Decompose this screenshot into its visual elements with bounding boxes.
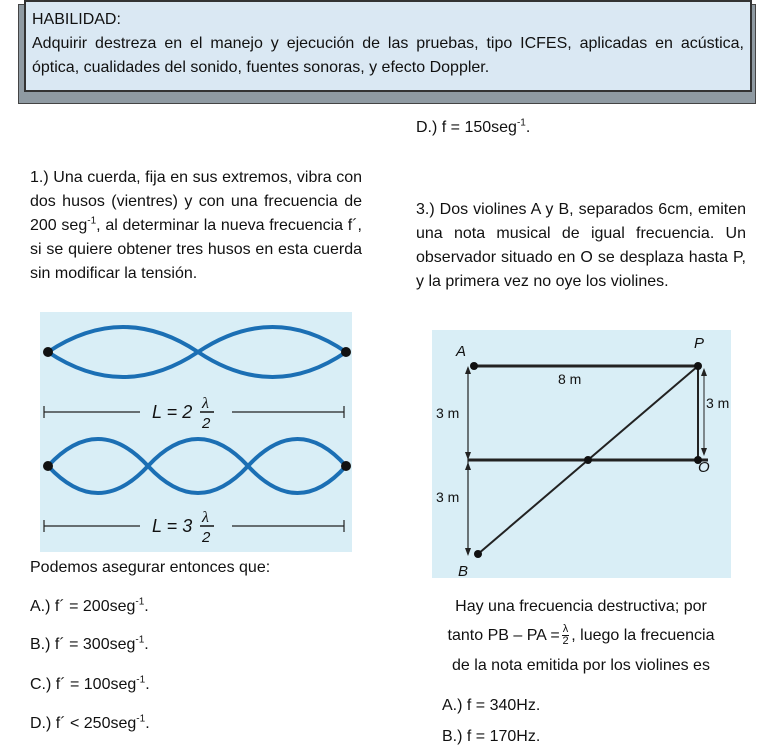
length-label-2-two: 2 bbox=[202, 529, 211, 546]
fraction-denominator: 2 bbox=[562, 635, 569, 648]
q1-option-a[interactable] bbox=[30, 595, 149, 619]
skill-header bbox=[24, 0, 752, 92]
length-label-2: L = 3 bbox=[152, 516, 193, 536]
q1-option-b-text: B.) f´ = 300seg bbox=[30, 636, 136, 653]
q1-option-a-exp: -1 bbox=[135, 596, 145, 608]
skill-label: HABILIDAD: bbox=[32, 11, 121, 28]
label-a: A bbox=[456, 343, 467, 360]
point-a bbox=[470, 362, 478, 370]
length-label-1: L = 2 bbox=[152, 402, 193, 422]
q1-option-c[interactable] bbox=[30, 673, 150, 697]
q3-explanation-post: , luego la frecuencia bbox=[571, 627, 715, 644]
q1-option-b-suffix: . bbox=[144, 636, 149, 653]
q3-explanation-line-1: Hay una frecuencia destructiva; por bbox=[455, 598, 707, 615]
label-p: P bbox=[694, 335, 705, 352]
skill-text: Adquirir destreza en el manejo y ejecución de las pruebas, tipo ICFES, aplicadas en acústica, óptica, cualidades del sonido, fuentes sonoras, y efecto Doppler. bbox=[32, 35, 744, 76]
q3-explanation-pre: tanto PB – PA = bbox=[447, 627, 560, 644]
q1-option-d-suffix: . bbox=[145, 715, 150, 732]
q1-option-d-exp: -1 bbox=[136, 713, 146, 725]
label-dist-right: 3 m bbox=[706, 395, 730, 411]
arrow-mid-up bbox=[465, 462, 471, 470]
point-intersection bbox=[584, 456, 592, 464]
point-b bbox=[474, 550, 482, 558]
label-dist-top: 8 m bbox=[558, 371, 582, 387]
label-o: O bbox=[698, 459, 710, 476]
q1-option-c-suffix: . bbox=[145, 676, 150, 693]
string-end-left-2 bbox=[43, 461, 53, 471]
q1-option-a-text: A.) f´ = 200seg bbox=[30, 598, 136, 615]
point-p bbox=[694, 362, 702, 370]
label-dist-left-upper: 3 m bbox=[436, 405, 460, 421]
q2-option-d bbox=[416, 116, 530, 140]
q1-option-c-text: C.) f´ = 100seg bbox=[30, 676, 137, 693]
lambda-over-two-fraction bbox=[562, 624, 570, 647]
wave-three-loops-lower bbox=[48, 439, 346, 493]
arrow-bottom-left bbox=[465, 548, 471, 556]
q1-option-b-exp: -1 bbox=[135, 634, 145, 646]
arrow-top-right bbox=[701, 368, 707, 376]
q3-statement: 3.) Dos violines A y B, separados 6cm, emiten una nota musical de igual frecuencia. Un observador situado en O se desplaza hasta P, y la primera vez no oye los violines. bbox=[416, 201, 746, 290]
q1-option-d-text: D.) f´ < 250seg bbox=[30, 715, 137, 732]
q2-option-d-text: D.) f = 150seg bbox=[416, 119, 517, 136]
q1-conclusion: Podemos asegurar entonces que: bbox=[30, 559, 271, 576]
q1-option-d[interactable] bbox=[30, 712, 150, 736]
q3-option-b[interactable]: B.) f = 170Hz. bbox=[442, 728, 541, 745]
q3-violins-figure bbox=[432, 330, 731, 578]
q1-text-b: , al determinar la nueva frecuencia f´, si se quiere obtener tres husos en esta cuerda sin modificar la tensión. bbox=[30, 217, 363, 282]
string-end-right-2 bbox=[341, 461, 351, 471]
q3-option-a[interactable]: A.) f = 340Hz. bbox=[442, 697, 541, 714]
arrow-bottom-right bbox=[701, 448, 707, 456]
label-b: B bbox=[458, 563, 469, 578]
q1-option-a-suffix: . bbox=[144, 598, 149, 615]
q1-exponent: -1 bbox=[87, 215, 97, 227]
q3-explanation-line-2 bbox=[416, 624, 746, 648]
q2-option-d-exp: -1 bbox=[516, 117, 526, 129]
q1-statement bbox=[30, 166, 362, 286]
length-label-2-lambda: λ bbox=[202, 509, 209, 526]
length-label-1-lambda: λ bbox=[202, 395, 209, 412]
q2-option-d-suffix: . bbox=[525, 119, 531, 136]
length-label-1-two: 2 bbox=[202, 415, 211, 432]
string-end-right-1 bbox=[341, 347, 351, 357]
string-end-left-1 bbox=[43, 347, 53, 357]
q1-option-b[interactable] bbox=[30, 633, 149, 657]
label-dist-left-lower: 3 m bbox=[436, 489, 460, 505]
q1-option-c-exp: -1 bbox=[136, 674, 146, 686]
q1-text-a: 1.) Una cuerda, fija en sus extremos, vibra con dos husos (vientres) y con una frecuencia de 200 seg bbox=[30, 169, 362, 234]
fraction-numerator: λ bbox=[562, 623, 569, 636]
q3-explanation-line-3: de la nota emitida por los violines es bbox=[452, 657, 710, 674]
arrow-top-left bbox=[465, 366, 471, 374]
q1-standing-wave-figure bbox=[40, 312, 352, 552]
wave-two-loops-lower bbox=[48, 327, 346, 377]
wave-three-loops-upper bbox=[48, 439, 346, 493]
